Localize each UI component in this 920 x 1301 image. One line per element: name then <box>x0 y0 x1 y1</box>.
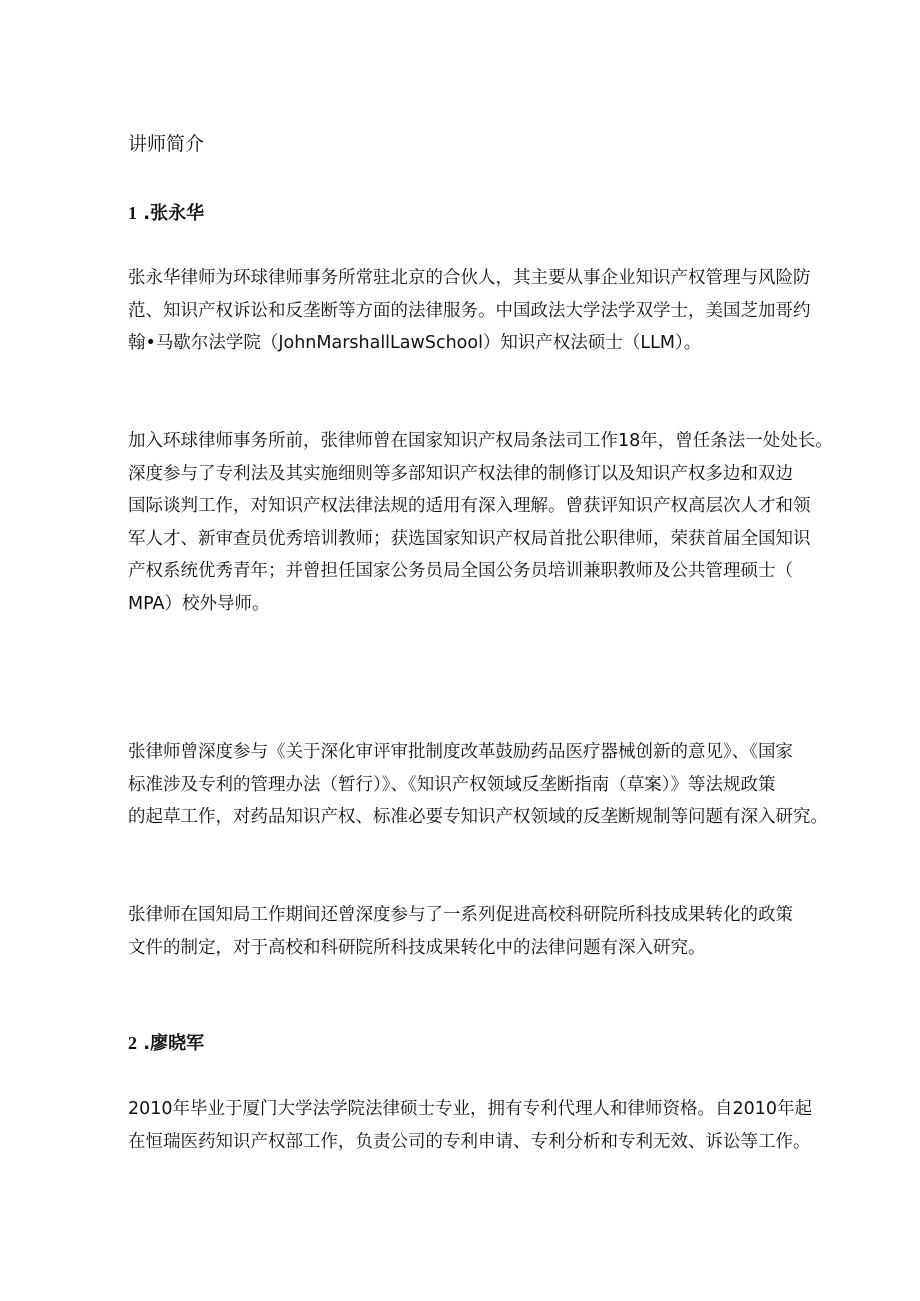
section-number: 1 <box>128 203 137 223</box>
section-name: .张永华 <box>143 203 205 224</box>
text-line: 标准涉及专利的管理办法（暂行）》、《知识产权领域反垄断指南（草案）》等法规政策 <box>128 774 776 795</box>
text-line: 张律师在国知局工作期间还曾深度参与了一系列促进高校科研院所科技成果转化的政策 <box>128 905 793 925</box>
text-line: 范、知识产权诉讼和反垄断等方面的法律服务。中国政法大学法学双学士，美国芝加哥约 <box>128 300 811 321</box>
text-line: 翰•马歇尔法学院（JohnMarshallLawSchool）知识产权法硕士（LLM）。 <box>128 333 702 353</box>
section-number: 2 <box>128 1033 137 1053</box>
text-line: 2010年毕业于厦门大学法学院法律硕士专业，拥有专利代理人和律师资格。自2010年起 <box>128 1099 813 1119</box>
section-name: .廖晓军 <box>143 1033 205 1054</box>
text-line: 的起草工作，对药品知识产权、标准必要专知识产权领域的反垄断规制等问题有深入研究。 <box>128 807 828 827</box>
text-line: 军人才、新审查员优秀培训教师；获选国家知识产权局首批公职律师，荣获首届全国知识 <box>128 528 811 549</box>
text-line: 张律师曾深度参与《关于深化审评审批制度改革鼓励药品医疗器械创新的意见》、《国家 <box>128 742 793 762</box>
page-title: 讲师简介 <box>128 133 205 155</box>
paragraph <box>128 1093 848 1158</box>
section-heading-1 <box>128 198 848 229</box>
text-line: 国际谈判工作，对知识产权法律法规的适用有深入理解。曾获评知识产权高层次人才和领 <box>128 496 811 516</box>
text-line: 文件的制定，对于高校和科研院所科技成果转化中的法律问题有深入研究。 <box>128 937 706 958</box>
text-line: MPA）校外导师。 <box>128 593 270 614</box>
paragraph <box>128 425 848 620</box>
text-line: 产权系统优秀青年；并曾担任国家公务员局全国公务员培训兼职教师及公共管理硕士（ <box>128 561 793 581</box>
text-line: 张永华律师为环球律师事务所常驻北京的合伙人，其主要从事企业知识产权管理与风险防 <box>128 268 811 288</box>
section-heading-2 <box>128 1028 848 1059</box>
text-line: 加入环球律师事务所前，张律师曾在国家知识产权局条法司工作18年，曾任条法一处处长。 <box>128 431 833 451</box>
paragraph <box>128 899 848 964</box>
text-line: 在恒瑞医药知识产权部工作，负责公司的专利申请、专利分析和专利无效、诉讼等工作。 <box>128 1131 811 1152</box>
text-line: 深度参与了专利法及其实施细则等多部知识产权法律的制修订以及知识产权多边和双边 <box>128 463 793 484</box>
paragraph <box>128 262 848 360</box>
paragraph <box>128 736 848 834</box>
